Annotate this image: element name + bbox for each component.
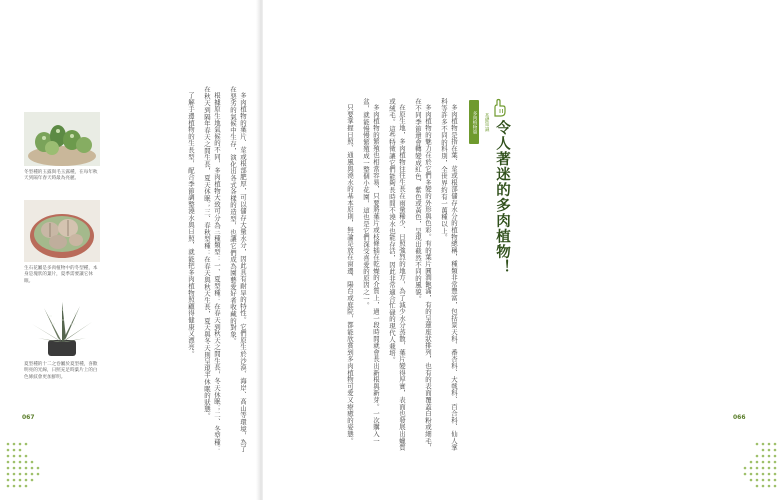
page-number-right: 066 — [733, 414, 746, 421]
lithops-illustration — [24, 200, 100, 262]
caption-3: 夏型種的十二之卷屬於夏型種，喜歡明亮的光線，日照充足時葉片上的白色條紋會更加鮮明。 — [24, 362, 98, 380]
right-paragraph-5: 只要掌握日照、通風與澆水的基本原則，無論是放在窗邊、陽台或庭院，都能欣賞到多肉植物可愛又療癒的姿態。 — [346, 104, 354, 445]
right-paragraph-2: 多肉植物的魅力在於它們多變的外形與色彩。有的葉片圓潤飽滿，有的呈蓮座狀排列，也有的表面覆蓋白粉或細毛，在不同季節還會轉變成紅色、紫色或黃色，呈現出截然不同的風貌。 — [414, 98, 432, 452]
left-page — [0, 0, 259, 500]
left-paragraph-3: 了解手邊植物的生長型，配合季節調整澆水與日照，就能把多肉植物照顧得健康又漂亮。 — [187, 92, 195, 358]
section-tag: 多肉植物篇 — [469, 100, 479, 144]
succulent-cluster-illustration — [24, 112, 100, 166]
photo-succulent-cluster — [24, 112, 100, 166]
right-paragraph-1: 多肉植物是指在葉、莖或根部儲存水分的植物總稱，種類非常豐富，包括景天科、番杏科、大戟科、百合科、仙人掌科等許多不同的科別，全世界約有一萬種以上。 — [440, 98, 458, 452]
caption-2: 生石花屬是多肉植物中的冬型種，本身是塊狀的葉片，夏季需要讓它休眠。 — [24, 266, 98, 284]
photo-lithops — [24, 200, 100, 262]
right-paragraph-4: 多肉植物的繁殖也相當容易，只要將葉片或枝條插在乾燥的介質上，過一段時間就會長出新根與新芽。一次購入一盆，就能慢慢繁殖成一整個小花園，這也是它們深受喜愛的原因之一。 — [362, 98, 380, 445]
page-number-left: 067 — [22, 414, 35, 421]
left-paragraph-2: 根據原生地氣候的不同，多肉植物大致可分為三種類型：一、夏型種：在春天到秋天之間生長，冬天休眠；二、冬型種：在秋天到隔年春天之間生長，夏天休眠；三、春秋型種：在春天與秋天生長，夏天與冬天則呈現半休眠的狀態。 — [203, 86, 221, 453]
left-paragraph-1: 多肉植物的葉片、莖或根部肥厚，可以儲存大量水分，因此具有耐旱的特性。它們原生於沙漠、海岸、高山等環境，為了在惡劣的氣候中生存，演化出各式各樣的造型，也讓它們成為園藝愛好者收藏的對象。 — [229, 86, 247, 453]
page-heading: 令人著迷的多肉植物！ — [494, 120, 510, 275]
right-paragraph-3: 在原生地，多肉植物往往生長在雨量稀少、日照強烈的地方，為了減少水分蒸散，葉片變得厚實，表面也發展出蠟質或絨毛。這些特徵讓它們能夠長時間不澆水也能存活，因此非常適合忙碌的現代人栽培。 — [388, 98, 406, 452]
right-page — [263, 0, 746, 500]
left-body-text — [108, 86, 248, 458]
decorative-dots-left — [4, 440, 44, 496]
caption-1: 冬型種的玉露與毛玉露種，在每年秋天到隔年春天時最為亮麗。 — [24, 170, 98, 182]
photo-haworthia — [24, 298, 100, 358]
section-subtag: 基礎知識 — [484, 112, 489, 132]
decorative-dots-right — [739, 440, 779, 496]
haworthia-illustration — [24, 298, 100, 358]
right-body-text — [283, 98, 459, 454]
hand-pointer-icon — [489, 98, 509, 118]
